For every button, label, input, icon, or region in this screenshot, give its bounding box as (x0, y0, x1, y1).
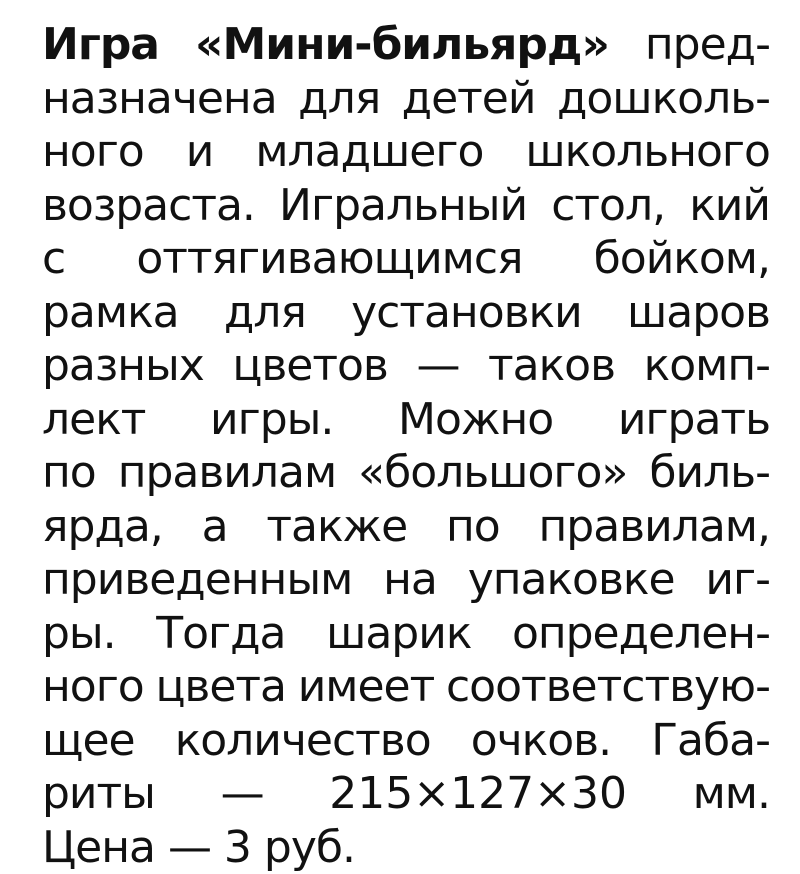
dimensions-value: 215×127×30 (329, 767, 627, 821)
text-word: определен- (512, 607, 770, 661)
text-word: очков. (471, 714, 611, 768)
text-word: разных (42, 339, 204, 393)
text-line (42, 767, 770, 821)
text-line (42, 446, 770, 500)
text-word: иг- (705, 553, 770, 607)
text-word: назначена (42, 72, 277, 126)
text-word: шарик (326, 607, 471, 661)
text-line (42, 607, 770, 661)
text-word: стол, (551, 179, 665, 233)
text-word: для (298, 72, 380, 126)
text-word: мм. (693, 767, 770, 821)
text-word: приведенным (42, 553, 352, 607)
text-line (42, 553, 770, 607)
text-word: риты (42, 767, 155, 821)
text-word: правилам (118, 446, 336, 500)
text-line (42, 179, 770, 233)
text-word: младшего (255, 125, 483, 179)
text-word: — (416, 339, 459, 393)
text-word: Габа- (651, 714, 770, 768)
title-product-name: «Мини-бильярд» (195, 18, 609, 72)
text-word: правилам, (539, 500, 770, 554)
text-word: для (224, 286, 306, 340)
text-word: игры. (210, 393, 333, 447)
text-line (42, 660, 770, 714)
text-word: оттягивающимся (136, 232, 522, 286)
text-word: установки (351, 286, 582, 340)
text-word: дошколь- (557, 72, 770, 126)
text-word: бойком, (594, 232, 770, 286)
text-word: комп- (644, 339, 770, 393)
text-line (42, 339, 770, 393)
text-line (42, 232, 770, 286)
article-text (42, 18, 770, 874)
price-text: Цена — 3 руб. (42, 821, 355, 874)
text-word: также (266, 500, 407, 554)
text-line (42, 125, 770, 179)
text-word: упаковке (468, 553, 675, 607)
text-line (42, 821, 770, 874)
text-word: лект (42, 393, 145, 447)
text-line (42, 714, 770, 768)
text-word: с (42, 232, 65, 286)
text-word: биль- (649, 446, 770, 500)
text-line (42, 18, 770, 72)
text-word: Можно (398, 393, 553, 447)
text-word: пред- (645, 18, 770, 72)
text-line (42, 393, 770, 447)
text-word: играть (618, 393, 770, 447)
text-word: рамка (42, 286, 179, 340)
text-word: Игральный (279, 179, 527, 233)
text-line (42, 72, 770, 126)
text-line (42, 500, 770, 554)
text-word: щее (42, 714, 135, 768)
text-word: количество (175, 714, 431, 768)
title-word: Игра (42, 18, 159, 72)
text-word: шаров (627, 286, 770, 340)
text-line (42, 286, 770, 340)
text-word: по (446, 500, 500, 554)
text-word: Тогда (156, 607, 285, 661)
text-word: ного (42, 660, 144, 714)
text-word: цвета (155, 660, 286, 714)
text-word: возраста. (42, 179, 255, 233)
text-word: на (383, 553, 437, 607)
text-word: таков (488, 339, 615, 393)
text-word: — (221, 767, 264, 821)
text-word: а (202, 500, 228, 554)
text-word: «большого» (358, 446, 627, 500)
text-word: кий (689, 179, 770, 233)
text-word: имеет (298, 660, 435, 714)
text-word: школьного (525, 125, 770, 179)
text-word: ного (42, 125, 144, 179)
text-word: ярда, (42, 500, 163, 554)
text-word: цветов (232, 339, 387, 393)
text-word: соответствую- (446, 660, 770, 714)
text-word: по (42, 446, 96, 500)
text-word: ры. (42, 607, 116, 661)
text-word: детей (402, 72, 536, 126)
text-word: и (186, 125, 214, 179)
